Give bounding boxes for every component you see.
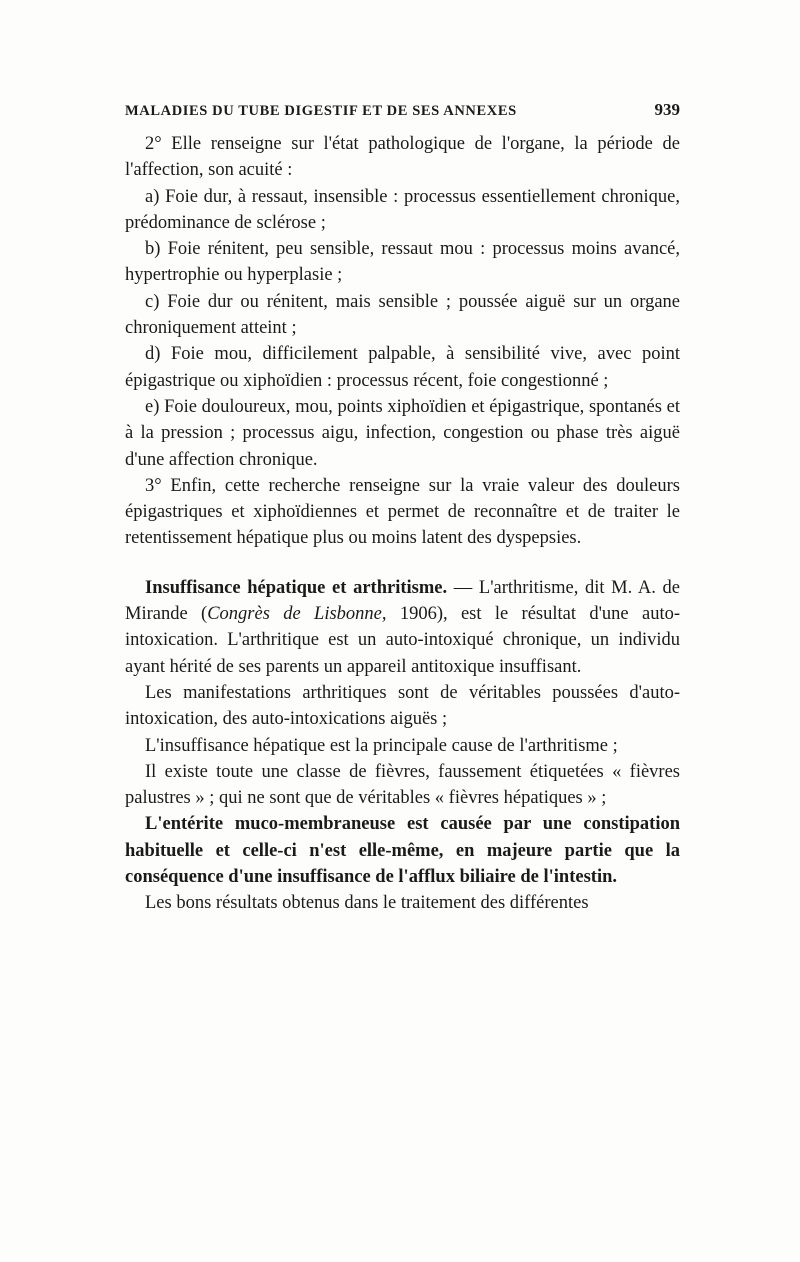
paragraph-manifestations: Les manifestations arthritiques sont de véritables poussées d'auto-intoxication, des auto-intoxications aiguës ; <box>125 682 680 730</box>
running-title: MALADIES DU TUBE DIGESTIF ET DE SES ANNEXES <box>125 103 517 119</box>
section-intro <box>125 575 680 680</box>
paragraph-d: d) Foie mou, difficilement palpable, à sensibilité vive, avec point épigastrique ou xiphoïdien : processus récent, foie congestionné ; <box>125 344 680 391</box>
page-number: 939 <box>654 100 680 119</box>
citation: Congrès de Lisbonne <box>207 604 382 625</box>
document-page <box>125 100 680 917</box>
section-title: Insuffisance hépatique et arthritisme. <box>145 577 448 598</box>
paragraph-e: e) Foie douloureux, mou, points xiphoïdien et épigastrique, spontanés et à la pression ; processus aigu, infection, congestion ou phase très aiguë d'une affection chronique. <box>125 396 680 470</box>
paragraph-results: Les bons résultats obtenus dans le traitement des différentes <box>145 893 589 914</box>
paragraph-c: c) Foie dur ou rénitent, mais sensible ; poussée aiguë sur un organe chroniquement atteint ; <box>125 291 680 339</box>
paragraph-enteritis: L'entérite muco-membraneuse est causée par une constipation habituelle et celle-ci n'est elle-même, en majeure partie que la conséquence d'une insuffisance de l'afflux biliaire de l'intestin. <box>125 814 680 888</box>
paragraph-insufficiency: L'insuffisance hépatique est la principale cause de l'arthritisme ; <box>145 735 618 756</box>
paragraph-fevers: Il existe toute une classe de fièvres, faussement étiquetées « fièvres palustres » ; qui ne sont que de véritables « fièvres hépatiques » ; <box>125 761 680 809</box>
paragraph-point-3: 3° Enfin, cette recherche renseigne sur la vraie valeur des douleurs épigastriques et xiphoïdiennes et permet de reconnaître et de traiter le retentissement hépatique plus ou moins latent des dyspepsies. <box>125 475 680 549</box>
paragraph-acuity: 2° Elle renseigne sur l'état pathologique de l'organe, la période de l'affection, son acuité : <box>125 134 680 181</box>
running-header <box>125 100 680 120</box>
section-intro-text-1: — L'arthritisme, dit M. A. de Mirande ( <box>125 577 680 625</box>
section-intro-text-2: , 1906), est le résultat d'une auto-intoxication. L'arthritique est un auto-intoxiqué chronique, un individu ayant hérité de ses parents un appareil antitoxique insuffisant. <box>125 604 680 677</box>
paragraph-b: b) Foie rénitent, peu sensible, ressaut mou : processus moins avancé, hypertrophie ou hyperplasie ; <box>125 239 680 286</box>
paragraph-a: a) Foie dur, à ressaut, insensible : processus essentiellement chronique, prédominance de sclérose ; <box>125 186 680 233</box>
